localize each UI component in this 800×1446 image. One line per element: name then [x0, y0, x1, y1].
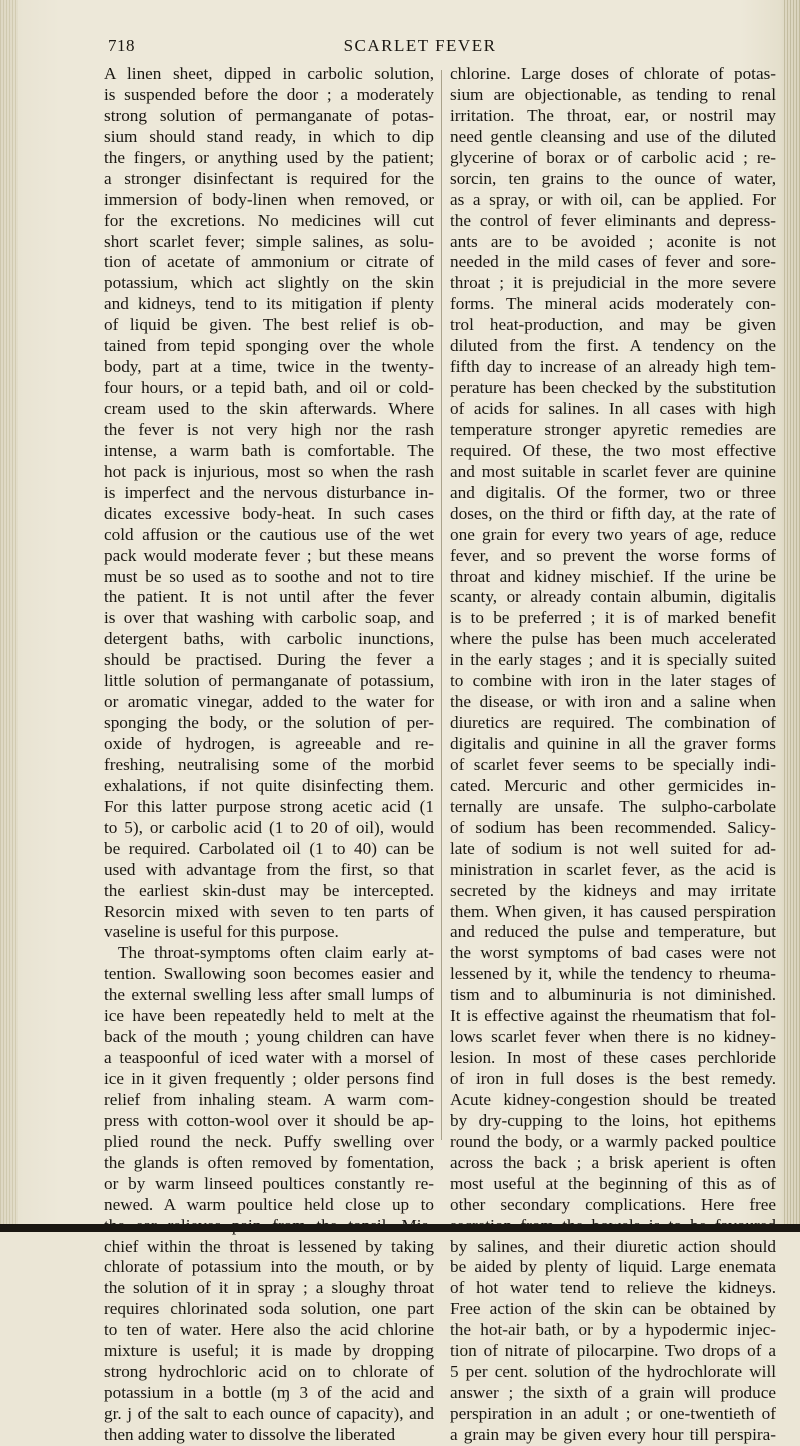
text-line: then adding water to dissolve the liberated	[104, 1424, 396, 1444]
text-line: Acute kidney-congestion should be treated	[450, 1089, 776, 1109]
text-line: or by warm linseed poultices constantly re-	[104, 1173, 434, 1193]
text-line: intense, a warm bath is comfortable. The	[104, 440, 434, 460]
text-line: tained from tepid sponging over the whole	[104, 336, 434, 356]
text-line: plied round the neck. Puffy swelling over	[104, 1131, 434, 1151]
text-line: body, part at a time, twice in the twenty-	[104, 357, 434, 377]
text-line: chlorate of potassium into the mouth, or by	[104, 1257, 434, 1277]
text-line: chief within the throat is lessened by taking	[104, 1236, 434, 1256]
text-line: a grain may be given every hour till perspira-	[450, 1424, 776, 1444]
text-line: cream used to the skin afterwards. Where	[104, 399, 434, 418]
page-edge	[784, 0, 800, 1232]
text-line: hot pack is injurious, most so when the rash	[104, 461, 434, 481]
text-line: immersion of body-linen when removed, or	[104, 189, 434, 209]
text-line: freshing, neutralising some of the morbid	[104, 754, 434, 774]
text-line: For this latter purpose strong acetic acid (1	[104, 796, 434, 816]
page-header	[100, 36, 740, 66]
text-line: cated. Mercuric and other germicides in-	[450, 775, 776, 795]
text-line: other secondary complications. Here free	[450, 1194, 776, 1214]
text-line: is imperfect and the nervous disturbance in-	[104, 482, 434, 502]
text-line: lessened by it, while the tendency to rheuma-	[450, 964, 776, 984]
text-line: throat and kidney mischief. If the urine be	[450, 566, 776, 586]
text-line: must be so used as to soothe and not to tire	[104, 566, 434, 586]
text-line: be aided by plenty of liquid. Large enemata	[450, 1257, 776, 1277]
text-line: requires chlorinated soda solution, one part	[104, 1299, 434, 1319]
text-line: sium should stand ready, in which to dip	[104, 126, 434, 146]
text-line: tion of nitrate of pilocarpine. Two drops of a	[450, 1341, 776, 1361]
text-line: answer ; the sixth of a grain will produce	[450, 1383, 776, 1403]
text-line: fifth day to increase of an already high tem-	[450, 357, 776, 377]
text-line: of hot water tend to relieve the kidneys.	[450, 1278, 776, 1298]
text-line: the hot-air bath, or by a hypodermic injec-	[450, 1320, 776, 1340]
book-gutter	[0, 0, 18, 1232]
text-line: of iron in full doses is the best remedy.	[450, 1069, 776, 1088]
text-line: is over that washing with carbolic soap, and	[104, 608, 434, 628]
text-line: and most suitable in scarlet fever are quinine	[450, 461, 776, 481]
text-line: A linen sheet, dipped in carbolic solution,	[104, 64, 434, 83]
text-line: secreted by the kidneys and may irritate	[450, 880, 776, 900]
text-line: throat ; it is prejudicial in the more severe	[450, 273, 776, 293]
text-line: for the excretions. No medicines will cut	[104, 210, 434, 230]
text-line: in the early stages ; and it is specially suited	[450, 650, 776, 670]
text-line: them. When given, it has caused perspiration	[450, 901, 776, 921]
text-line: gr. j of the salt to each ounce of capacity), and	[104, 1404, 434, 1423]
text-line: 5 per cent. solution of the hydrochlorate will	[450, 1362, 776, 1382]
text-line: Resorcin mixed with seven to ten parts of	[104, 901, 434, 921]
text-line: chlorine. Large doses of chlorate of potas-	[450, 64, 776, 83]
text-line: sium are objectionable, as tending to renal	[450, 84, 776, 104]
text-line: of sodium has been recommended. Salicy-	[450, 817, 776, 837]
text-line: The throat-symptoms often claim early at-	[118, 943, 434, 963]
text-line: sponging the body, or the solution of per-	[104, 713, 434, 733]
text-line: or aromatic vinegar, added to the water for	[104, 692, 434, 712]
text-line: should be practised. During the fever a	[104, 650, 434, 670]
text-line: late of sodium is not well suited for ad-	[450, 838, 776, 858]
text-line: where the pulse has been much accelerated	[450, 629, 776, 649]
text-line: temperature stronger apyretic remedies are	[450, 419, 776, 439]
text-line: one grain for every two years of age, reduce	[450, 524, 776, 544]
text-line: cold affusion or the cautious use of the wet	[104, 524, 434, 544]
text-line: of liquid be given. The best relief is ob-	[104, 315, 434, 335]
text-line: of scarlet fever seems to be specially indi-	[450, 754, 776, 774]
text-line: of acids for salines. In all cases with high	[450, 399, 776, 418]
text-line: forms. The mineral acids moderately con-	[450, 294, 776, 314]
text-line: the fever is not very high nor the rash	[104, 419, 434, 439]
text-line: pack would moderate fever ; but these means	[104, 545, 434, 565]
text-line: round the body, or a warmly packed poultice	[450, 1131, 776, 1151]
text-line: required. Of these, the two most effective	[450, 440, 776, 460]
text-line: diluted from the first. A tendency on the	[450, 336, 776, 356]
text-line: glycerine of borax or of carbolic acid ; re-	[450, 147, 776, 167]
text-line: need gentle cleansing and use of the diluted	[450, 126, 776, 146]
left-column	[104, 64, 434, 1446]
text-line: digitalis and quinine in all the graver forms	[450, 734, 776, 753]
text-line: back of the mouth ; young children can have	[104, 1027, 434, 1047]
text-line: vaseline is useful for this purpose.	[104, 922, 339, 942]
page-number: 718	[108, 36, 135, 55]
text-line: press with cotton-wool over it should be ap-	[104, 1110, 434, 1130]
text-line: strong solution of permanganate of potas-	[104, 105, 434, 125]
right-column	[450, 64, 776, 1446]
text-line: be required. Carbolated oil (1 to 40) can be	[104, 838, 434, 858]
text-line: newed. A warm poultice held close up to	[104, 1194, 434, 1214]
text-line: strong hydrochloric acid on to chlorate of	[104, 1362, 434, 1382]
text-line: scanty, or already contain albumin, digitalis	[450, 587, 776, 607]
text-line: the disease, or with iron and a saline when	[450, 692, 776, 712]
text-line: oxide of hydrogen, is agreeable and re-	[104, 734, 434, 753]
text-line: perspiration in an adult ; or one-twentieth of	[450, 1404, 776, 1423]
text-line: detergent baths, with carbolic inunctions,	[104, 629, 434, 649]
text-line: ants are to be avoided ; aconite is not	[450, 231, 776, 251]
text-line: a teaspoonful of iced water with a morsel of	[104, 1048, 434, 1068]
text-line: diuretics are required. The combination of	[450, 713, 776, 733]
text-line: and kidneys, tend to its mitigation if plenty	[104, 294, 434, 314]
text-line: is suspended before the door ; a moderately	[104, 84, 434, 104]
text-line: relief from inhaling steam. A warm com-	[104, 1089, 434, 1109]
text-line: lesion. In most of these cases perchloride	[450, 1048, 776, 1068]
text-line: It is effective against the rheumatism that fol-	[450, 1006, 776, 1026]
text-line: as a spray, or with oil, can be applied. For	[450, 189, 776, 209]
text-line: ice have been repeatedly held to melt at the	[104, 1006, 434, 1026]
text-line: ternally are unsafe. The sulpho-carbolate	[450, 796, 776, 816]
text-line: the patient. It is not until after the fever	[104, 587, 434, 607]
text-line: short scarlet fever; simple salines, as solu-	[104, 231, 434, 251]
text-line: the worst symptoms of bad cases were not	[450, 943, 776, 963]
text-line: trol heat-production, and may be given	[450, 315, 776, 335]
text-line: exhalations, if not quite disinfecting them.	[104, 775, 434, 795]
text-line: the external swelling less after small lumps of	[104, 985, 434, 1005]
text-line: the solution of it in spray ; a sloughy throat	[104, 1278, 434, 1298]
bottom-edge	[0, 1224, 800, 1232]
text-line: dicates excessive body-heat. In such cases	[104, 503, 434, 523]
text-line: and digitalis. Of the former, two or three	[450, 482, 776, 502]
text-line: most useful at the beginning of this as of	[450, 1173, 776, 1193]
text-line: used with advantage from the first, so that	[104, 859, 434, 879]
text-line: Free action of the skin can be obtained by	[450, 1299, 776, 1319]
text-line: irritation. The throat, ear, or nostril may	[450, 105, 776, 125]
text-line: is to be preferred ; it is of marked benefit	[450, 608, 776, 628]
text-line: potassium, which act slightly on the skin	[104, 273, 434, 293]
text-line: the control of fever eliminants and depress-	[450, 210, 776, 230]
text-line: by salines, and their diuretic action should	[450, 1236, 776, 1256]
text-line: to 5), or carbolic acid (1 to 20 of oil), would	[104, 817, 434, 837]
text-line: tism and to albuminuria is not diminished.	[450, 985, 776, 1005]
text-line: mixture is useful; it is made by dropping	[104, 1341, 434, 1361]
text-line: a stronger disinfectant is required for the	[104, 168, 434, 188]
text-line: sorcin, ten grains to the ounce of water,	[450, 168, 776, 188]
text-line: the fingers, or anything used by the patient;	[104, 147, 434, 167]
text-line: needed in the mild cases of fever and sore-	[450, 252, 776, 272]
text-line: the glands is often removed by fomentation,	[104, 1152, 434, 1172]
text-line: ice in it given frequently ; older persons find	[104, 1069, 434, 1088]
text-line: perature has been checked by the substitution	[450, 378, 776, 398]
text-line: to ten of water. Here also the acid chlorine	[104, 1320, 434, 1340]
text-line: four hours, or a tepid bath, and oil or cold-	[104, 378, 434, 398]
text-line: potassium in a bottle (ɱ 3 of the acid and	[104, 1383, 434, 1403]
text-line: and reduced the pulse and temperature, but	[450, 922, 776, 942]
text-line: tention. Swallowing soon becomes easier and	[104, 964, 434, 984]
running-title: SCARLET FEVER	[343, 36, 497, 55]
text-line: to combine with iron in the later stages of	[450, 671, 776, 691]
column-divider	[441, 70, 442, 1140]
text-line: fever, and so prevent the worse forms of	[450, 545, 776, 565]
text-line: the earliest skin-dust may be intercepted.	[104, 880, 434, 900]
text-line: little solution of permanganate of potassium,	[104, 671, 434, 691]
text-line: across the back ; a brisk aperient is often	[450, 1152, 776, 1172]
text-line: by dry-cupping to the loins, hot epithems	[450, 1110, 776, 1130]
text-line: tion of acetate of ammonium or citrate of	[104, 252, 434, 272]
text-line: doses, on the third or fifth day, at the rate of	[450, 503, 776, 523]
text-line: ministration in scarlet fever, as the acid is	[450, 859, 776, 879]
text-line: lows scarlet fever when there is no kidney-	[450, 1027, 776, 1047]
